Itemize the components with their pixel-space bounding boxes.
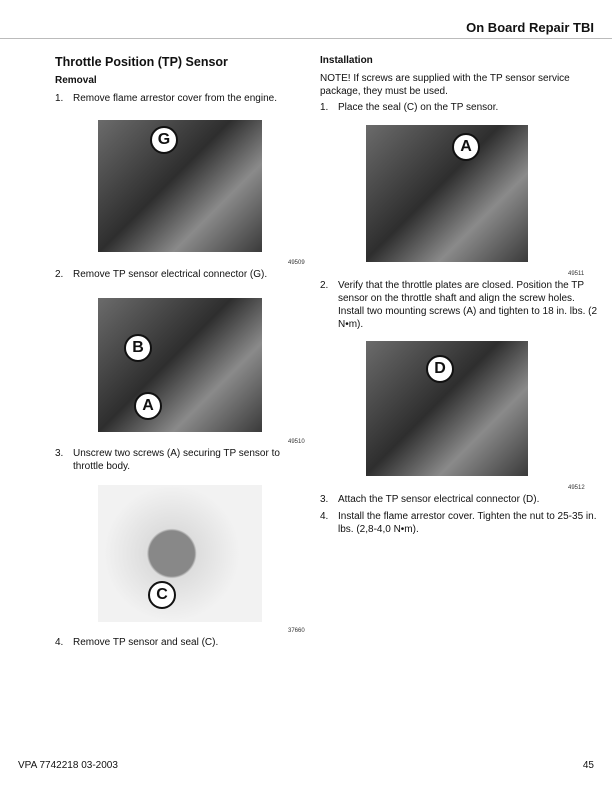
removal-step-3 — [55, 447, 313, 473]
callout-label: G — [150, 126, 178, 154]
callout-label: A — [134, 392, 162, 420]
step-number: 3. — [320, 494, 329, 505]
step-number: 2. — [55, 269, 64, 280]
step-text: Place the seal (C) on the TP sensor. — [338, 102, 499, 113]
callout-label: D — [426, 355, 454, 383]
step-number: 3. — [55, 448, 64, 459]
install-step-3 — [320, 493, 598, 506]
figure-caption: 49512 — [568, 485, 585, 491]
figure-caption: 37660 — [288, 628, 305, 634]
figure-caption: 49510 — [288, 439, 305, 445]
step-text: Install the flame arrestor cover. Tighten the nut to 25-35 in. lbs. (2,8-4,0 N•m). — [338, 511, 597, 535]
photo-screws-a-b — [98, 298, 262, 432]
step-text: Remove TP sensor and seal (C). — [73, 637, 219, 648]
document-number: VPA 7742218 03-2003 — [18, 760, 118, 771]
callout-label: C — [148, 581, 176, 609]
page-number: 45 — [582, 760, 594, 771]
photo-connector-d — [366, 341, 528, 476]
step-number: 1. — [320, 102, 329, 113]
step-text: Verify that the throttle plates are closed. Position the TP sensor on the throttle shaft and align the screw holes. Install two mounting screws (A) and tighten to 18 in. lbs. (2 N•m). — [338, 280, 598, 330]
removal-heading: Removal — [55, 75, 97, 86]
step-text: Unscrew two screws (A) securing TP sensor to throttle body. — [73, 448, 280, 472]
removal-step-1 — [55, 92, 313, 105]
step-text: Attach the TP sensor electrical connector (D). — [338, 494, 540, 505]
step-number: 1. — [55, 93, 64, 104]
removal-step-4 — [55, 636, 313, 649]
installation-heading: Installation — [320, 55, 373, 66]
step-text: Remove TP sensor electrical connector (G). — [73, 269, 268, 280]
callout-label: B — [124, 334, 152, 362]
install-step-2 — [320, 279, 598, 331]
step-number: 4. — [55, 637, 64, 648]
install-step-4 — [320, 510, 600, 536]
photo-seal-a — [366, 125, 528, 262]
photo-connector-g — [98, 120, 262, 252]
header-title: On Board Repair TBI — [466, 20, 594, 35]
section-title: Throttle Position (TP) Sensor — [55, 55, 228, 69]
step-number: 4. — [320, 511, 329, 522]
step-number: 2. — [320, 280, 329, 291]
photo-tp-sensor-seal — [98, 485, 262, 622]
removal-step-2 — [55, 268, 313, 281]
callout-label: A — [452, 133, 480, 161]
figure-caption: 49511 — [568, 271, 585, 277]
header-divider — [0, 38, 612, 39]
step-text: Remove flame arrestor cover from the engine. — [73, 93, 277, 104]
figure-caption: 49509 — [288, 260, 305, 266]
installation-note: NOTE! If screws are supplied with the TP sensor service package, they must be used. — [320, 73, 570, 97]
install-step-1 — [320, 101, 598, 114]
